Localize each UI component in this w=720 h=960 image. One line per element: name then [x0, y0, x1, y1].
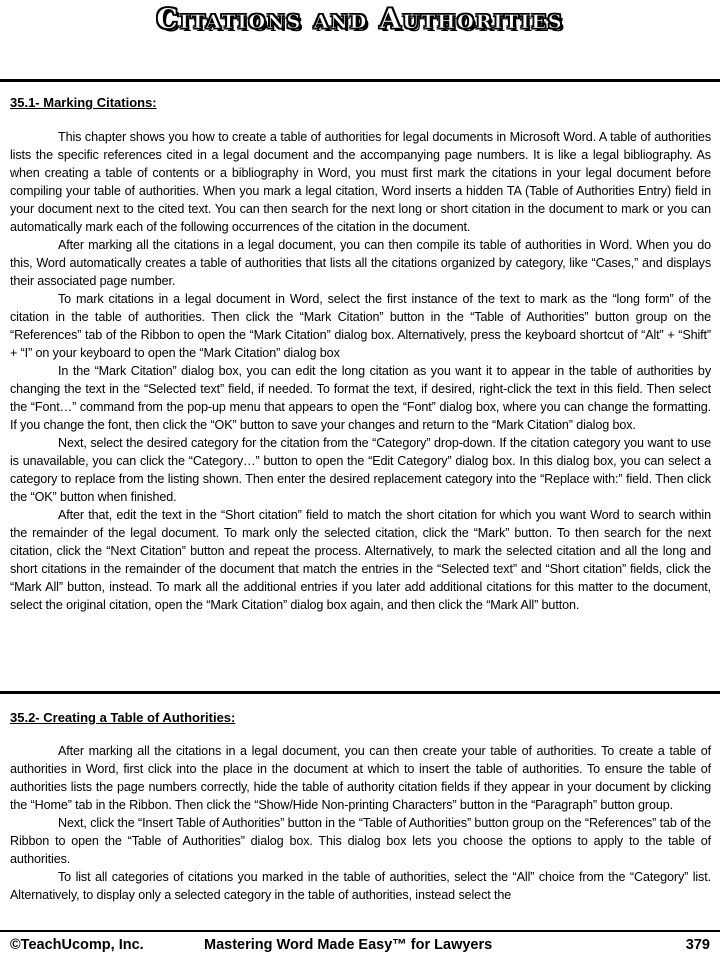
paragraph: To list all categories of citations you marked in the table of authorities, select the “All” choice from the “Category” list. Alternatively, to display only a selected category in the table of authorities, instead select the: [10, 870, 711, 902]
section-body-marking-citations: [10, 128, 711, 614]
footer-copyright: ©TeachUcomp, Inc.: [10, 937, 144, 953]
paragraph: Next, click the “Insert Table of Authorities” button in the “Table of Authorities” button group on the “References” tab of the Ribbon to open the “Table of Authorities” dialog box. This dialog box lets you choose the options to apply to the table of authorities.: [10, 816, 711, 866]
section-heading-creating-table: 35.2- Creating a Table of Authorities:: [10, 710, 236, 725]
footer-book-title: Mastering Word Made Easy™ for Lawyers: [204, 937, 493, 953]
page-title: Citations and Authorities: [156, 4, 564, 35]
paragraph: After marking all the citations in a legal document, you can then create your table of authorities. To create a table of authorities in Word, first click into the place in the document at which to insert the table of authorities. To ensure the table of authorities lists the page numbers correctly, hide the table of authority citation fields if they appear in your document by clicking the “Home” tab in the Ribbon. Then click the “Show/Hide Non-printing Characters” button in the “Paragraph” button group.: [10, 744, 711, 812]
footer-page-number: 379: [685, 937, 710, 953]
section-body-creating-table: [10, 742, 711, 904]
paragraph: Next, select the desired category for the citation from the “Category” drop-down. If the citation category you want to use is unavailable, you can click the “Category…” button to open the “Edit Category” dialog box. In this dialog box, you can select a category to replace from the listing shown. Then enter the desired replacement category into the “Replace with:” field. Then click the “OK” button when finished.: [10, 436, 711, 504]
page-footer: [0, 937, 720, 957]
paragraph: In the “Mark Citation” dialog box, you can edit the long citation as you want it to appear in the table of authorities by changing the text in the “Selected text” field, if needed. To format the text, if desired, right-click the text in this field. Then select the “Font…” command from the pop-up menu that appears to open the “Font” dialog box, where you can change the formatting. If you change the font, then click the “OK” button to save your changes and return to the “Mark Citation” dialog box.: [10, 364, 711, 432]
paragraph: To mark citations in a legal document in Word, select the first instance of the text to mark as the “long form” of the citation in the table of authorities. Then click the “Mark Citation” button in the “Table of Authorities” button group on the “References” tab of the Ribbon to open the “Mark Citation” dialog box. Alternatively, press the keyboard shortcut of “Alt” + “Shift” + “I” on your keyboard to open the “Mark Citation” dialog box: [10, 292, 711, 360]
paragraph: This chapter shows you how to create a table of authorities for legal documents in Microsoft Word. A table of authorities lists the specific references cited in a legal document and the accompanying page numbers. It is like a legal bibliography. As when creating a table of contents or a bibliography in Word, you must first mark the citations in your legal document before compiling your table of authorities. When you mark a legal citation, Word inserts a hidden TA (Table of Authorities Entry) field in your document next to the cited text. You can then search for the next long or short citation in the document to mark or you can automatically mark each of the following occurrences of the citation in the document.: [10, 130, 711, 234]
paragraph: After that, edit the text in the “Short citation” field to match the short citation for which you want Word to search within the remainder of the legal document. To mark only the selected citation, click the “Mark” button. To then search for the next citation, click the “Next Citation” button and repeat the process. Alternatively, to mark the selected citation and all the long and short citations in the remainder of the document that match the entries in the “Selected text” and “Short citation” fields, click the “Mark All” button, instead. To mark all the additional entries if you later add additional citations for this matter to the document, select the original citation, open the “Mark Citation” dialog box again, and then click the “Mark All” button.: [10, 508, 711, 612]
section-divider: [0, 79, 720, 82]
section-divider: [0, 691, 720, 694]
paragraph: After marking all the citations in a legal document, you can then compile its table of authorities in Word. When you do this, Word automatically creates a table of authorities that lists all the citations organized by category, like “Cases,” and displays their associated page number.: [10, 238, 711, 288]
section-heading-marking-citations: 35.1- Marking Citations:: [10, 95, 157, 110]
footer-divider: [0, 930, 720, 932]
